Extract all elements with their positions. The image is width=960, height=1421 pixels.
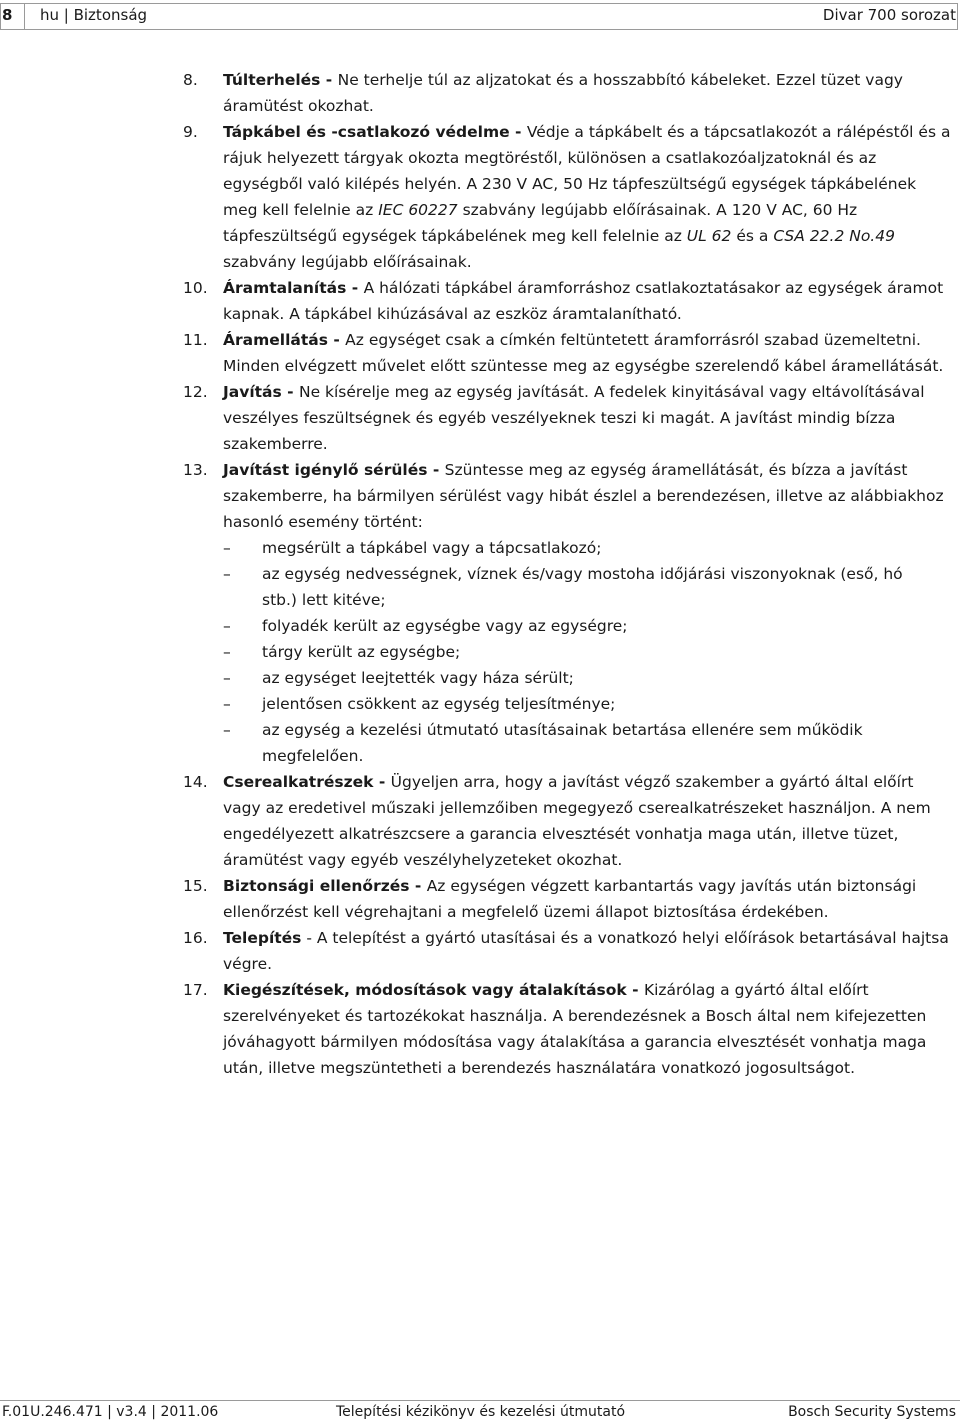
safety-list xyxy=(0,67,960,1081)
sub-item-text: az egységet leejtették vagy háza sérült; xyxy=(262,669,574,687)
item-label: Biztonsági ellenőrzés - xyxy=(223,877,427,895)
item-text: Az egységet csak a címkén feltüntetett áramforrásról szabad üzemeltetni. Minden elvégzett művelet előtt szüntesse meg az egységbe szerelendő kábel áramellátását. xyxy=(223,331,944,375)
page-header xyxy=(0,0,960,32)
sub-item-text: az egység a kezelési útmutató utasításainak betartása ellenére sem működik megfelelően. xyxy=(262,721,863,765)
list-item xyxy=(0,769,960,873)
list-item xyxy=(0,275,960,327)
sub-item-text: tárgy került az egységbe; xyxy=(262,643,461,661)
company-name: Bosch Security Systems xyxy=(788,1404,956,1420)
item-text: A hálózati tápkábel áramforráshoz csatlakoztatásakor az egységek áramot kapnak. A tápkábel kihúzásával az eszköz áramtalanítható. xyxy=(223,279,944,323)
item-number: 13. xyxy=(183,461,208,479)
item-text: Ügyeljen arra, hogy a javítást végző szakember a gyártó által előírt vagy az eredetivel műszaki jellemzőiben megegyező cserealkatrészeket használjon. A nem engedélyezett alkatrészcsere a garancia elvesztését vonhatja maga után, illetve tüzet, áramütést vagy egyéb veszélyhelyzeteket okozhat. xyxy=(223,773,931,869)
sub-list-item xyxy=(0,665,960,691)
list-item xyxy=(0,457,960,535)
item-label: Cserealkatrészek - xyxy=(223,773,391,791)
dash-bullet: – xyxy=(223,669,231,687)
list-item xyxy=(0,977,960,1081)
dash-bullet: – xyxy=(223,695,231,713)
item-label: Túlterhelés - xyxy=(223,71,338,89)
sub-item-text: az egység nedvességnek, víznek és/vagy mostoha időjárási viszonyoknak (eső, hó stb.) lett kitéve; xyxy=(262,565,903,609)
item-number: 15. xyxy=(183,877,208,895)
sub-list-item xyxy=(0,561,960,613)
item-number: 17. xyxy=(183,981,208,999)
item-text: Szüntesse meg az egység áramellátását, és bízza a javítást szakemberre, ha bármilyen sérülést vagy hibát észlel a berendezésen, illetve az alábbiakhoz hasonló esemény történt: xyxy=(223,461,944,531)
sub-list-item xyxy=(0,535,960,561)
item-text: Ne kísérelje meg az egység javítását. A fedelek kinyitásával vagy eltávolításával veszélyes feszültségnek és egyéb veszélyeknek teszi ki magát. A javítást mindig bízza szakemberre. xyxy=(223,383,925,453)
item-text: és a xyxy=(731,227,774,245)
item-text: szabvány legújabb előírásainak. A 120 V AC, 60 Hz tápfeszültségű egységek tápkábelének meg kell felelnie az xyxy=(223,201,858,245)
item-number: 12. xyxy=(183,383,208,401)
item-label: Áramtalanítás - xyxy=(223,279,364,297)
sub-list-item xyxy=(0,691,960,717)
list-item xyxy=(0,327,960,379)
item-text: Ne terhelje túl az aljzatokat és a hosszabbító kábeleket. Ezzel tüzet vagy áramütést okozhat. xyxy=(223,71,903,115)
standard-ref: CSA 22.2 No.49 xyxy=(773,227,895,245)
item-text: szabvány legújabb előírásainak. xyxy=(223,253,472,271)
standard-ref: IEC 60227 xyxy=(378,201,458,219)
item-text: Az egységen végzett karbantartás vagy javítás után biztonsági ellenőrzést kell végrehajtani a megfelelő üzemi állapot biztosítása érdekében. xyxy=(223,877,917,921)
item-text: Kizárólag a gyártó által előírt szerelvényeket és tartozékokat használja. A berendezésnek a Bosch által nem kifejezetten jóváhagyott bármilyen módosítása vagy átalakítása a garancia elvesztését vonhatja maga után, illetve megszüntetheti a berendezés használatára vonatkozó jogosultságot. xyxy=(223,981,927,1077)
list-item xyxy=(0,119,960,275)
list-item xyxy=(0,873,960,925)
sub-list-item xyxy=(0,613,960,639)
item-number: 10. xyxy=(183,279,208,297)
dash-bullet: – xyxy=(223,643,231,661)
item-label: Javítást igénylő sérülés - xyxy=(223,461,445,479)
list-item xyxy=(0,67,960,119)
item-number: 14. xyxy=(183,773,208,791)
sub-list-item xyxy=(0,639,960,665)
page-footer xyxy=(0,1400,960,1421)
item-label: Javítás - xyxy=(223,383,299,401)
item-number: 16. xyxy=(183,929,208,947)
page-number: 8 xyxy=(2,6,13,24)
item-number: 8. xyxy=(183,71,198,89)
item-text: Védje a tápkábelt és a tápcsatlakozót a rálépéstől és a rájuk helyezett tárgyak okozta megtöréstől, különösen a csatlakozóaljzatoknál és az egységből való kilépés helyén. A 230 V AC, 50 Hz tápfeszültségű egységek tápkábelének meg kell felelnie az xyxy=(223,123,951,219)
item-number: 11. xyxy=(183,331,208,349)
item-label: Kiegészítések, módosítások vagy átalakítások - xyxy=(223,981,644,999)
dash-bullet: – xyxy=(223,617,231,635)
dash-bullet: – xyxy=(223,539,231,557)
document-title: Telepítési kézikönyv és kezelési útmutató xyxy=(336,1404,626,1420)
item-text: - A telepítést a gyártó utasításai és a vonatkozó helyi előírások betartásával hajtsa végre. xyxy=(223,929,949,973)
sub-list-item xyxy=(0,717,960,769)
sub-item-text: jelentősen csökkent az egység teljesítménye; xyxy=(262,695,616,713)
list-item xyxy=(0,925,960,977)
document-id: F.01U.246.471 | v3.4 | 2011.06 xyxy=(2,1404,219,1420)
dash-bullet: – xyxy=(223,565,231,583)
product-name: Divar 700 sorozat xyxy=(822,6,956,24)
list-item xyxy=(0,379,960,457)
header-divider xyxy=(24,3,25,30)
standard-ref: UL 62 xyxy=(686,227,732,245)
dash-bullet: – xyxy=(223,721,231,739)
item-number: 9. xyxy=(183,123,198,141)
item-label: Tápkábel és -csatlakozó védelme - xyxy=(223,123,527,141)
sub-item-text: megsérült a tápkábel vagy a tápcsatlakozó; xyxy=(262,539,602,557)
item-label: Áramellátás - xyxy=(223,331,346,349)
sub-item-text: folyadék került az egységbe vagy az egységre; xyxy=(262,617,628,635)
item-label: Telepítés xyxy=(223,929,302,947)
section-title: hu | Biztonság xyxy=(40,6,148,24)
